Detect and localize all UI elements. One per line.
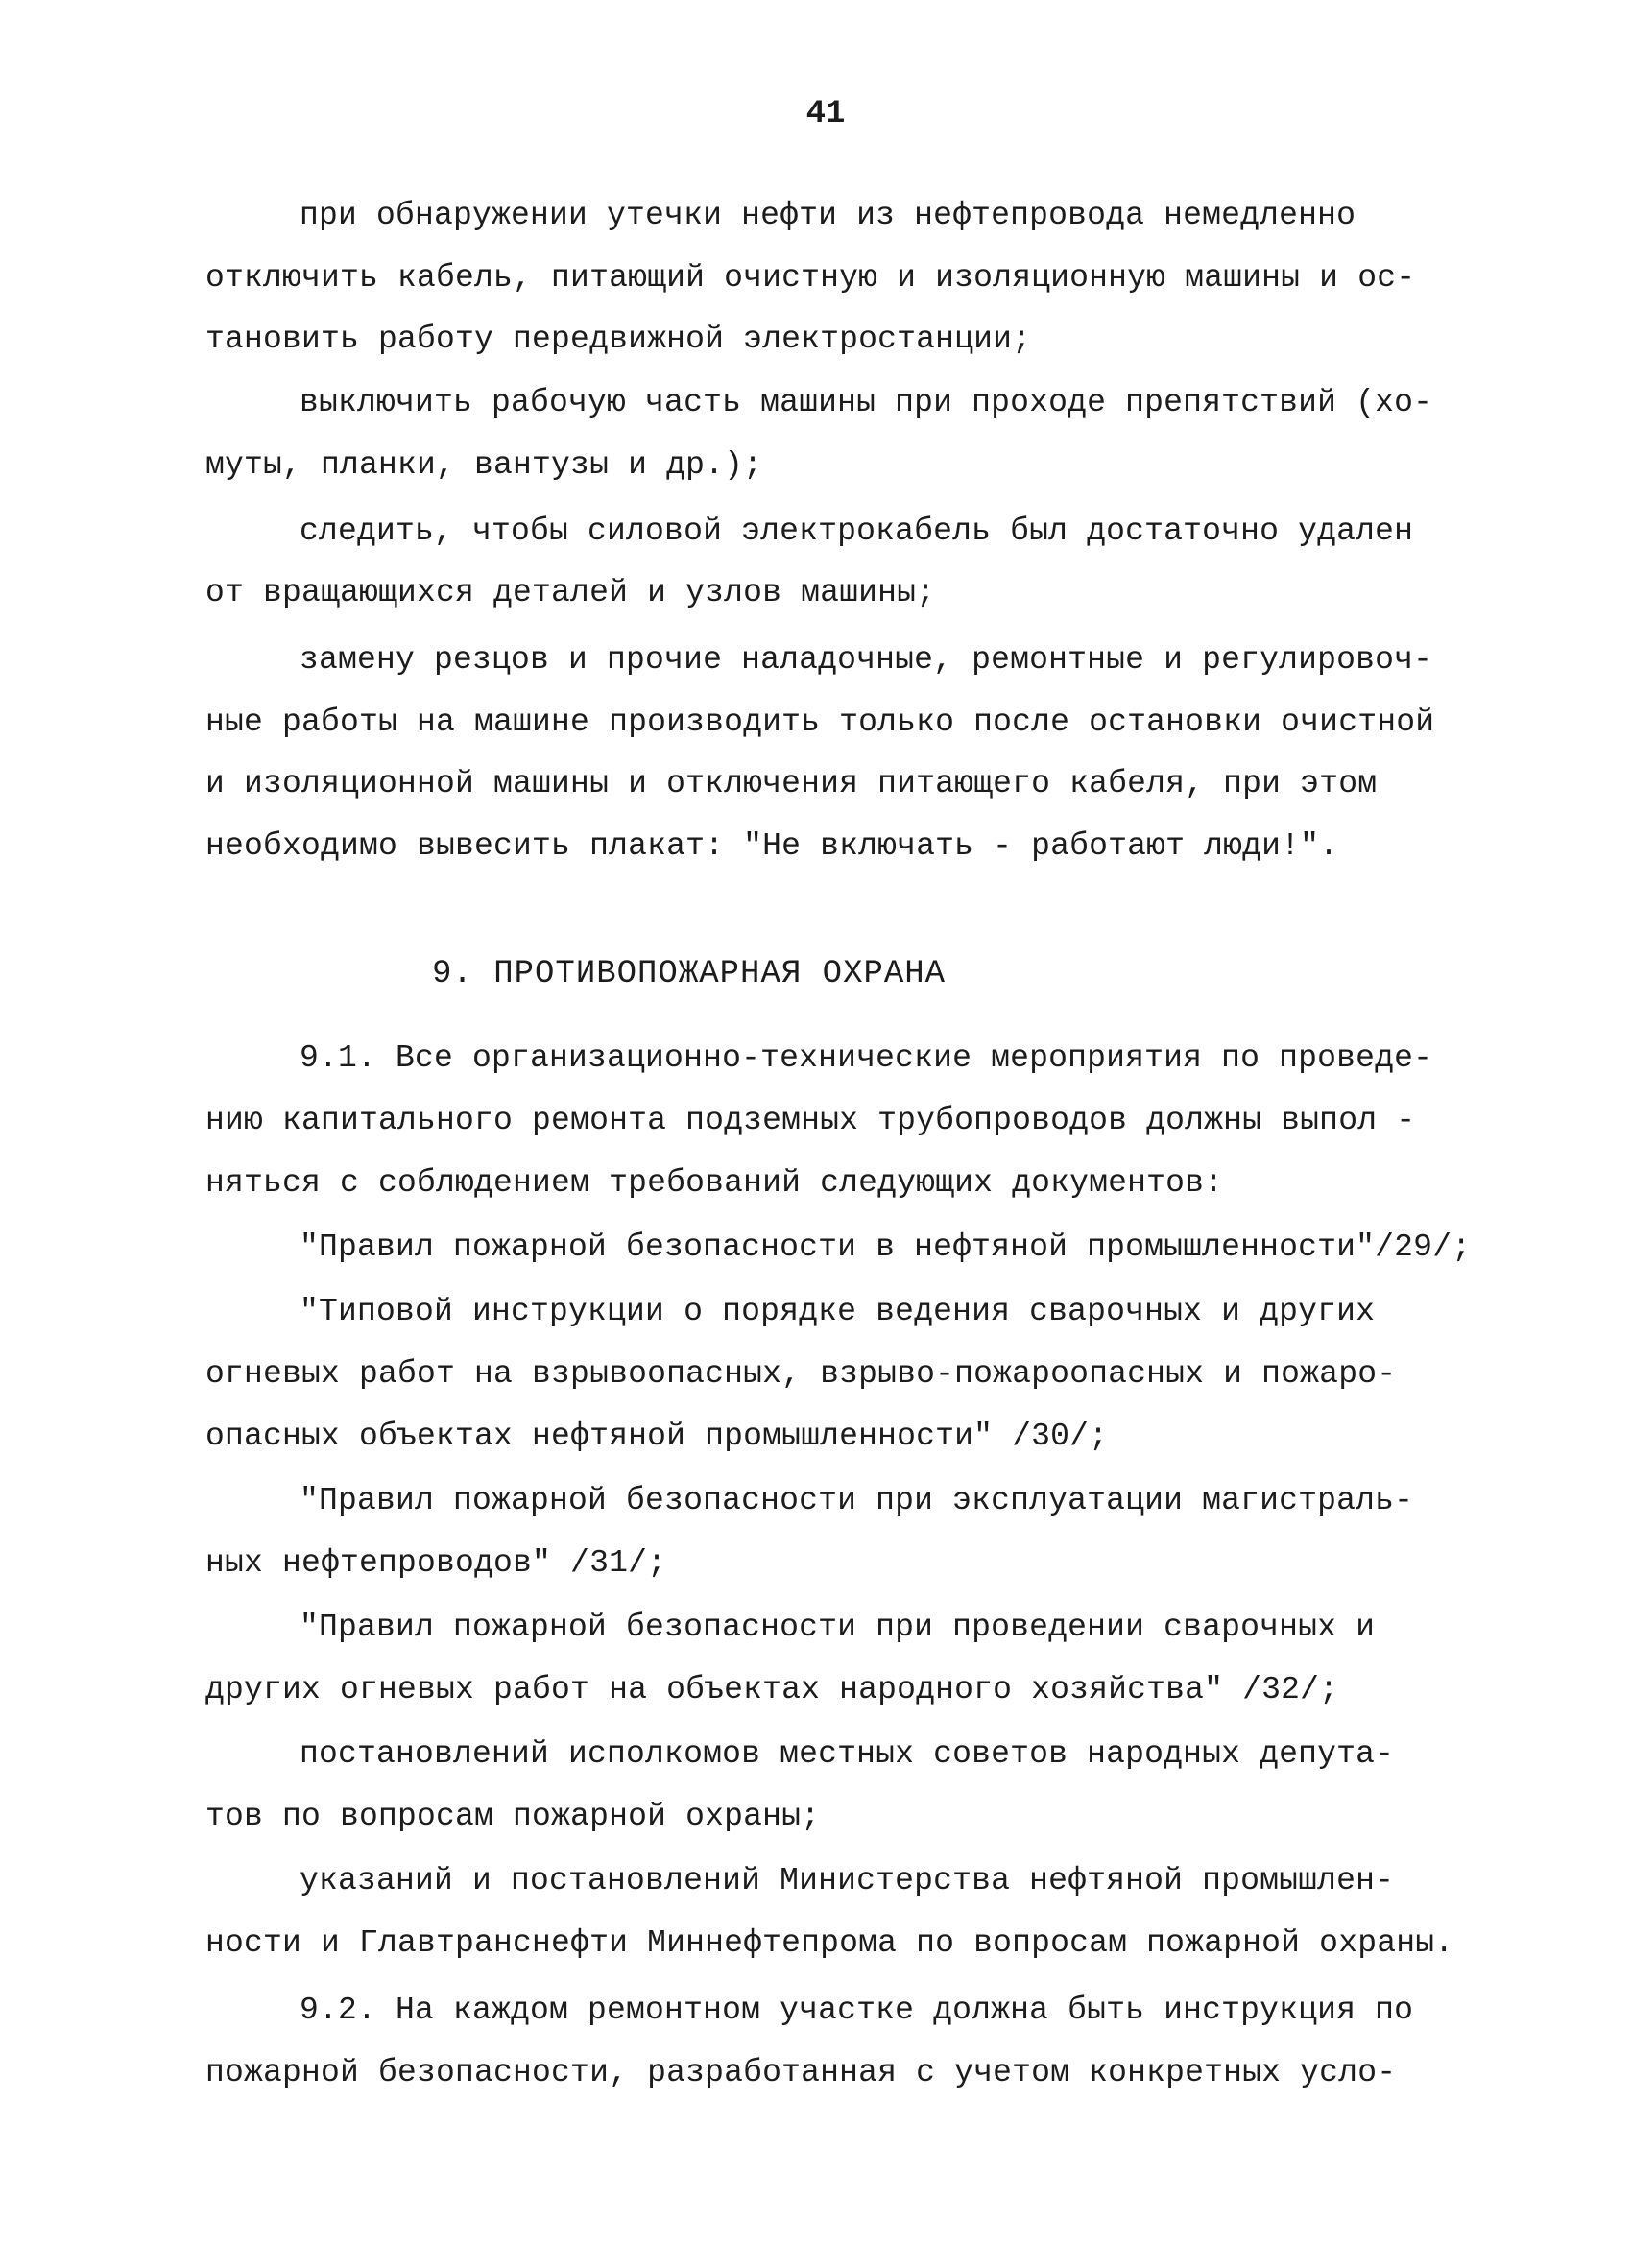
text-line: няться с соблюдением требований следующих документов: (205, 1165, 1224, 1201)
text-line: отключить кабель, питающий очистную и изоляционную машины и ос- (205, 260, 1416, 296)
text-line: "Правил пожарной безопасности при проведении сварочных и (300, 1610, 1376, 1645)
text-line: муты, планки, вантузы и др.); (205, 447, 763, 483)
text-line: тановить работу передвижной электростанции; (205, 322, 1032, 357)
text-line: постановлений исполкомов местных советов народных депута- (300, 1736, 1395, 1772)
text-line: "Типовой инструкции о порядке ведения сварочных и других (300, 1294, 1376, 1329)
text-line: огневых работ на взрывоопасных, взрыво-пожароопасных и пожаро- (205, 1356, 1397, 1392)
text-line: 9.1. Все организационно-технические мероприятия по проведе- (300, 1040, 1433, 1076)
text-line: ности и Главтранснефти Миннефтепрома по вопросам пожарной охраны. (205, 1925, 1454, 1961)
text-line: "Правил пожарной безопасности в нефтяной промышленности"/29/; (300, 1229, 1472, 1265)
text-line: указаний и постановлений Министерства нефтяной промышлен- (300, 1863, 1395, 1898)
text-line: и изоляционной машины и отключения питающего кабеля, при этом (205, 766, 1378, 801)
page-number: 41 (805, 96, 846, 132)
text-line: пожарной безопасности, разработанная с учетом конкретных усло- (205, 2055, 1397, 2090)
text-line: других огневых работ на объектах народного хозяйства" /32/; (205, 1672, 1339, 1707)
section-heading: 9. ПРОТИВОПОЖАРНАЯ ОХРАНА (432, 956, 947, 992)
text-line: выключить рабочую часть машины при проходе препятствий (хо- (300, 385, 1433, 420)
text-line: при обнаружении утечки нефти из нефтепровода немедленно (300, 198, 1356, 233)
text-line: от вращающихся деталей и узлов машины; (205, 575, 936, 610)
text-line: нию капитального ремонта подземных трубопроводов должны выпол - (205, 1103, 1416, 1138)
text-line: 9.2. На каждом ремонтном участке должна быть инструкция по (300, 1993, 1414, 2028)
text-line: "Правил пожарной безопасности при эксплуатации магистраль- (300, 1483, 1414, 1518)
text-line: замену резцов и прочие наладочные, ремонтные и регулировоч- (300, 642, 1433, 678)
text-line: следить, чтобы силовой электрокабель был достаточно удален (300, 513, 1414, 549)
text-line: необходимо вывесить плакат: "Не включать - работают люди!". (205, 828, 1339, 864)
text-line: ные работы на машине производить только после остановки очистной (205, 704, 1435, 740)
text-line: тов по вопросам пожарной охраны; (205, 1799, 821, 1834)
text-line: ных нефтепроводов" /31/; (205, 1545, 667, 1581)
text-line: опасных объектах нефтяной промышленности" /30/; (205, 1419, 1109, 1454)
